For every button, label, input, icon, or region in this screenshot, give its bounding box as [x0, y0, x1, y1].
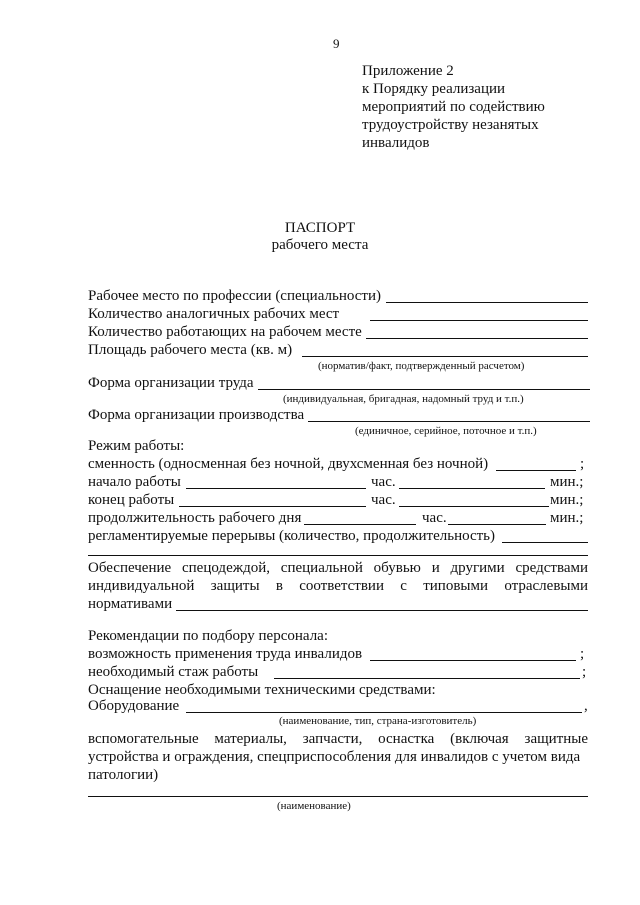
duration-hours-unit: час. [422, 510, 447, 526]
document-title: ПАСПОРТ [284, 220, 356, 236]
experience-punct: ; [582, 664, 587, 680]
start-hours-field[interactable] [186, 488, 366, 489]
area-hint: (норматив/факт, подтвержденный расчетом) [318, 360, 525, 372]
profession-label: Рабочее место по профессии (специальности) [88, 288, 381, 304]
name-hint: (наименование) [277, 800, 351, 812]
shifts-label: сменность (односменная без ночной, двухсменная без ночной) [88, 456, 489, 472]
end-minutes-unit: мин.; [550, 492, 584, 508]
ppe-field[interactable] [176, 610, 588, 611]
aux-line: вспомогательные материалы, запчасти, оснастка (включая защитные [88, 731, 588, 747]
end-minutes-field[interactable] [399, 506, 549, 507]
labor-form-hint: (индивидуальная, бригадная, надомный труд и т.п.) [283, 393, 524, 405]
duration-label: продолжительность рабочего дня [88, 510, 302, 526]
page-number: 9 [333, 36, 340, 51]
aux-line: патологии) [88, 767, 159, 783]
workers-count-field[interactable] [366, 338, 588, 339]
similar-places-field[interactable] [370, 320, 588, 321]
end-hours-field[interactable] [179, 506, 366, 507]
appendix-line: к Порядку реализации [362, 81, 506, 97]
equipment-hint: (наименование, тип, страна-изготовитель) [279, 715, 477, 727]
experience-field[interactable] [274, 678, 580, 679]
start-minutes-unit: мин.; [550, 474, 584, 490]
area-field[interactable] [302, 356, 588, 357]
end-label: конец работы [88, 492, 175, 508]
production-form-field[interactable] [308, 421, 590, 422]
production-form-label: Форма организации производства [88, 407, 305, 423]
start-hours-unit: час. [371, 474, 396, 490]
experience-label: необходимый стаж работы [88, 664, 259, 680]
profession-field[interactable] [386, 302, 588, 303]
labor-form-field[interactable] [258, 389, 590, 390]
appendix-line: инвалидов [362, 135, 430, 151]
start-minutes-field[interactable] [399, 488, 545, 489]
recommend-heading: Рекомендации по подбору персонала: [88, 628, 328, 644]
similar-places-label: Количество аналогичных рабочих мест [88, 306, 340, 322]
ppe-line: Обеспечение спецодеждой, специальной обувью и другими средствами [88, 560, 588, 576]
document-subtitle: рабочего места [271, 237, 369, 253]
start-label: начало работы [88, 474, 181, 490]
duration-hours-field[interactable] [304, 524, 416, 525]
shifts-field[interactable] [496, 470, 576, 471]
workers-count-label: Количество работающих на рабочем месте [88, 324, 362, 340]
production-form-hint: (единичное, серийное, поточное и т.п.) [355, 425, 537, 437]
aux-field[interactable] [88, 796, 588, 797]
breaks-label: регламентируемые перерывы (количество, продолжительность) [88, 528, 496, 544]
area-label: Площадь рабочего места (кв. м) [88, 342, 293, 358]
ppe-line: нормативами [88, 596, 173, 612]
duration-minutes-field[interactable] [448, 524, 546, 525]
breaks-field-continued[interactable] [88, 555, 588, 556]
end-hours-unit: час. [371, 492, 396, 508]
equipment-label: Оборудование [88, 698, 180, 714]
disabled-possible-field[interactable] [370, 660, 576, 661]
equipment-heading: Оснащение необходимыми техническими средствами: [88, 682, 436, 698]
work-mode-heading: Режим работы: [88, 438, 185, 454]
appendix-line: мероприятий по содействию [362, 99, 545, 115]
disabled-possible-punct: ; [580, 646, 585, 662]
shifts-punct: ; [580, 456, 585, 472]
breaks-field[interactable] [502, 542, 588, 543]
appendix-line: Приложение 2 [362, 63, 454, 79]
labor-form-label: Форма организации труда [88, 375, 254, 391]
equipment-field[interactable] [186, 712, 582, 713]
ppe-line: индивидуальной защиты в соответствии с типовыми отраслевыми [88, 578, 588, 594]
appendix-line: трудоустройству незанятых [362, 117, 539, 133]
disabled-possible-label: возможность применения труда инвалидов [88, 646, 363, 662]
duration-minutes-unit: мин.; [550, 510, 584, 526]
equipment-punct: , [584, 698, 588, 714]
aux-line: устройства и ограждения, спецприспособления для инвалидов с учетом вида [88, 749, 581, 765]
